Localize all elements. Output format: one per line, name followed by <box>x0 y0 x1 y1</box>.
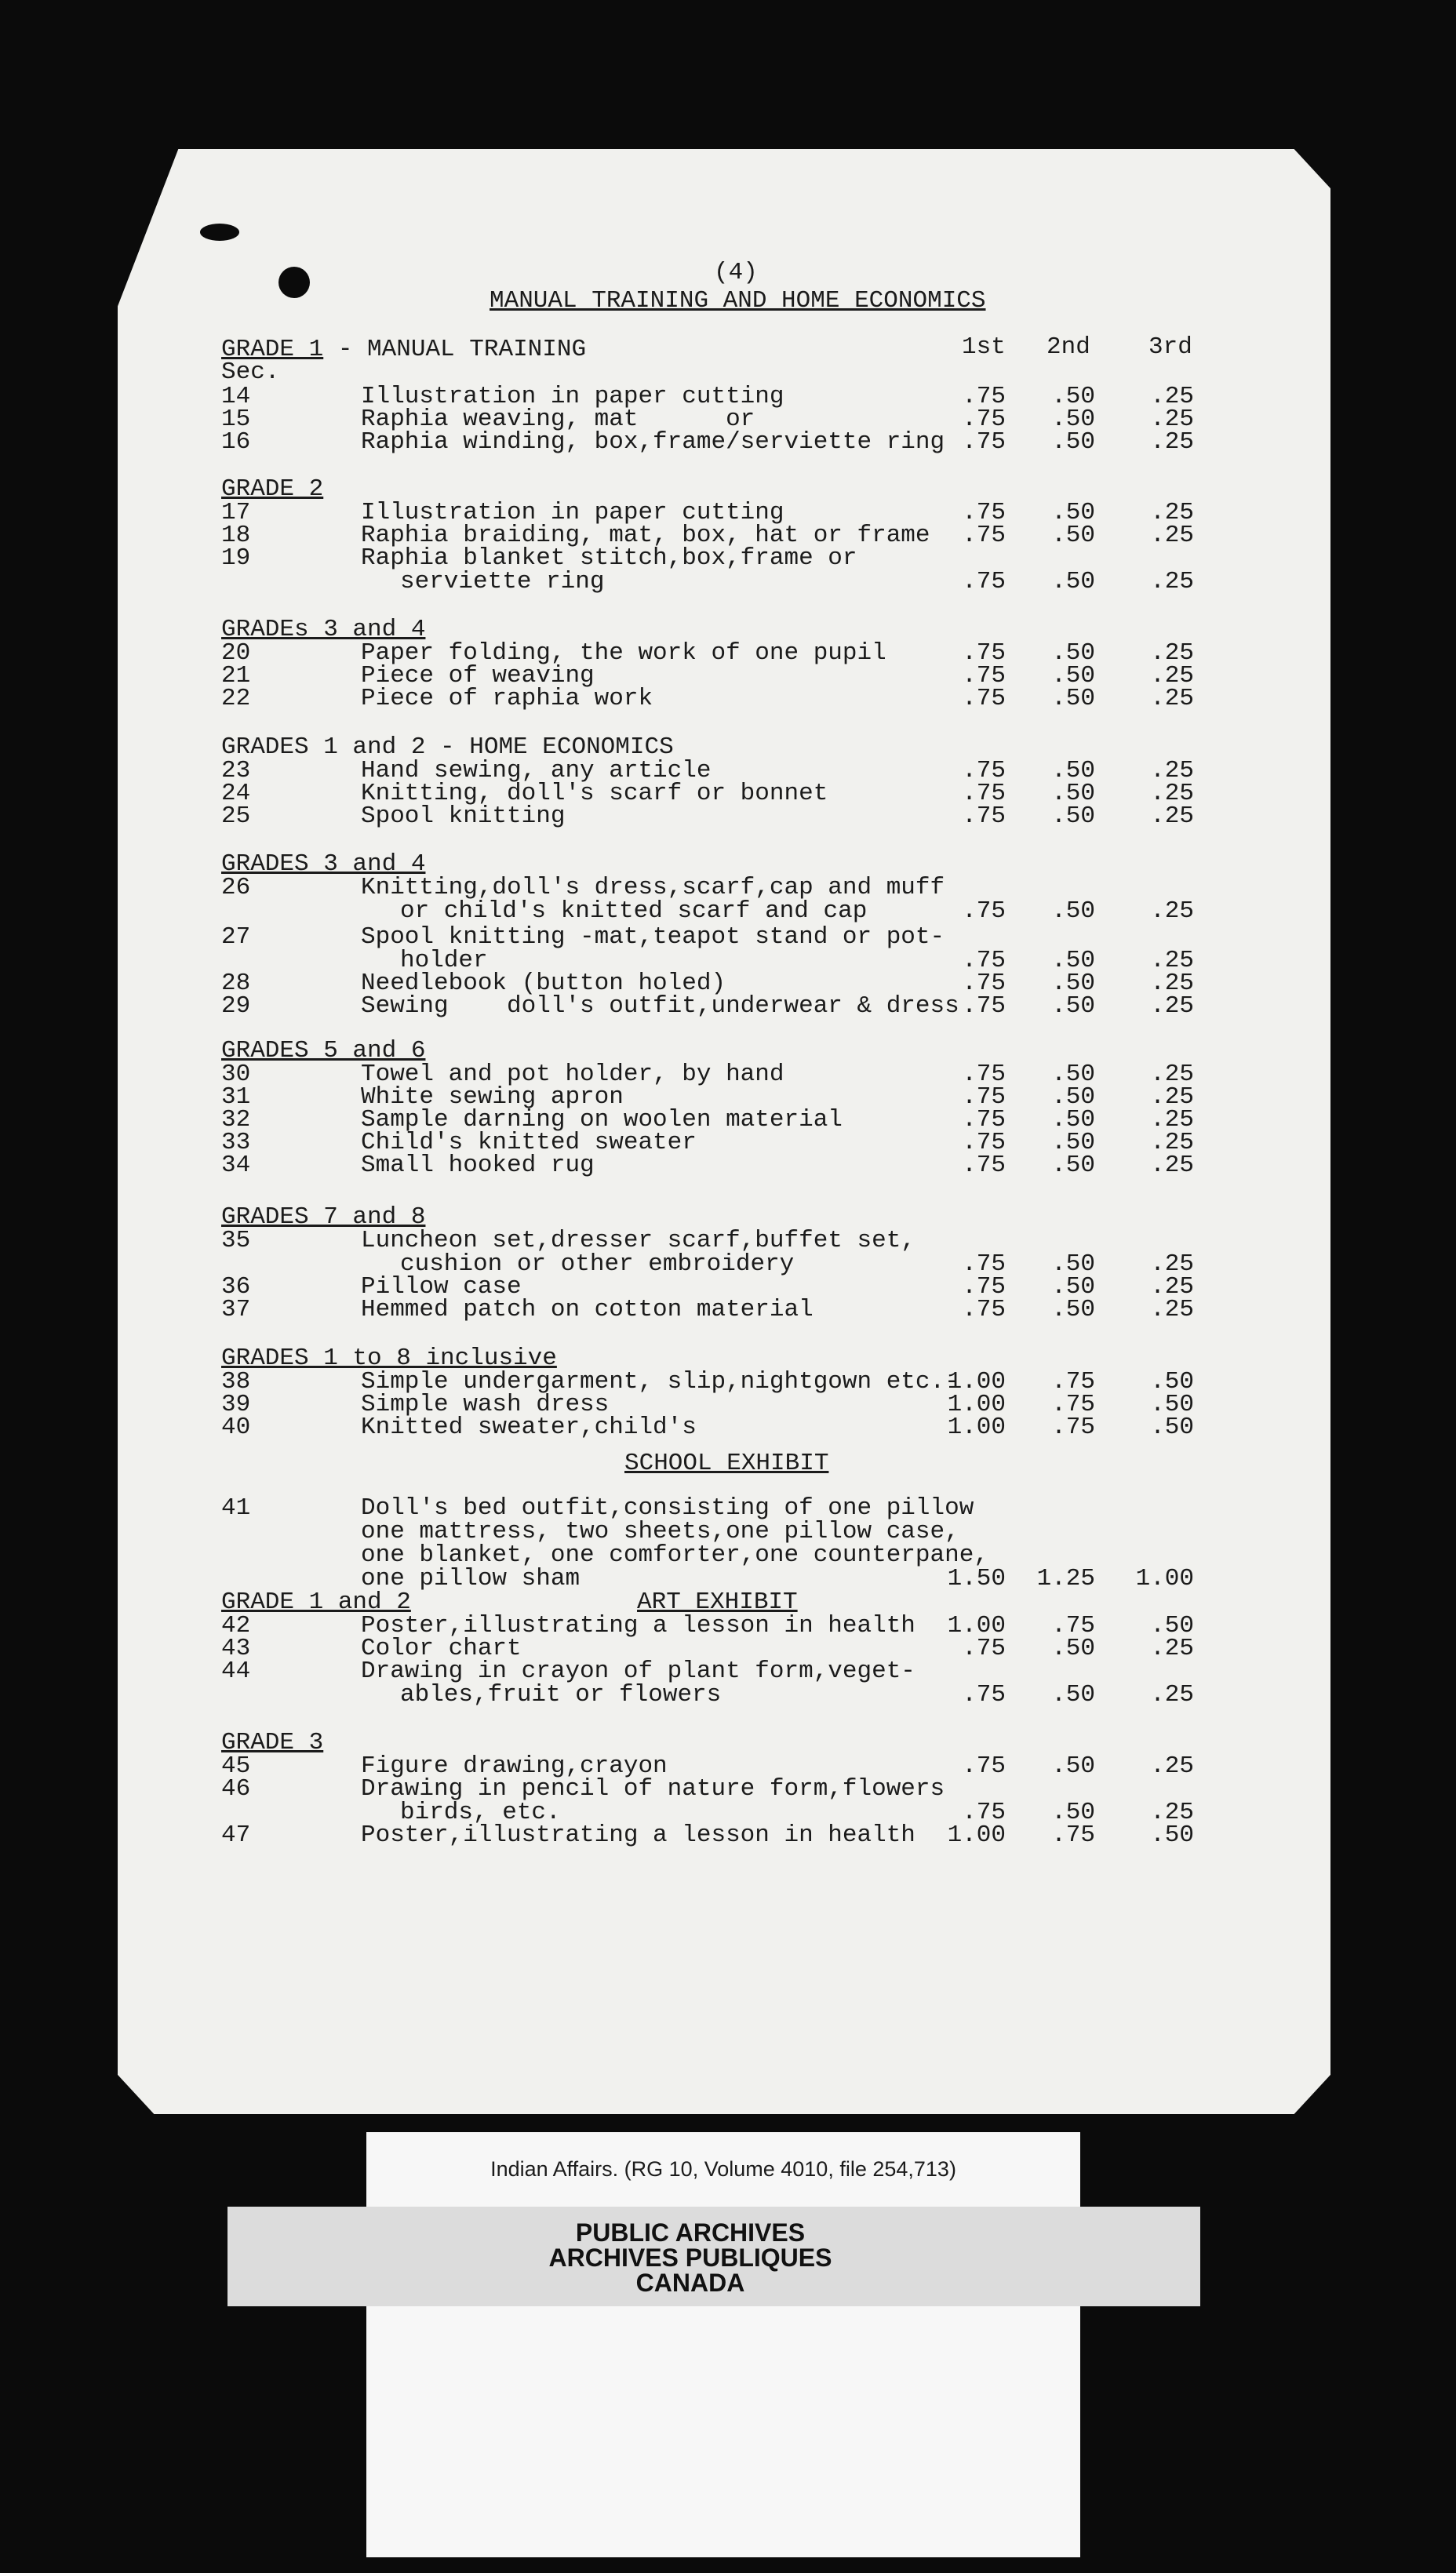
prize-2nd: .75 <box>1051 1612 1095 1640</box>
item-sec-number: 29 <box>221 992 251 1020</box>
prize-2nd: .50 <box>1051 802 1095 830</box>
prize-3rd: .25 <box>1150 1752 1194 1780</box>
item-description: White sewing apron <box>361 1083 624 1111</box>
item-sec-number: 20 <box>221 639 251 667</box>
item-description-cont: or child's knitted scarf and cap <box>400 897 868 925</box>
prize-3rd: .50 <box>1150 1414 1194 1441</box>
prize-2nd: .50 <box>1051 428 1095 456</box>
item-description: Doll's bed outfit,consisting of one pillow <box>361 1494 974 1522</box>
prize-1st: .75 <box>962 780 1006 807</box>
item-sec-number: 47 <box>221 1821 251 1849</box>
section-heading: GRADE 3 <box>221 1729 324 1756</box>
section-heading: GRADE 1 and 2 <box>221 1589 411 1616</box>
item-description: Knitting,doll's dress,scarf,cap and muff <box>361 874 945 901</box>
prize-1st: .75 <box>962 522 1006 549</box>
prize-1st: .75 <box>962 1129 1006 1156</box>
prize-1st: .75 <box>962 757 1006 784</box>
item-sec-number: 18 <box>221 522 251 549</box>
column-header-3rd: 3rd <box>1148 333 1192 361</box>
punch-hole <box>278 267 310 298</box>
item-description: Towel and pot holder, by hand <box>361 1061 784 1088</box>
grade1-subtitle: - MANUAL TRAINING <box>323 336 587 363</box>
item-sec-number: 36 <box>221 1273 251 1301</box>
item-description-cont: ables,fruit or flowers <box>400 1681 722 1709</box>
item-description: Simple wash dress <box>361 1391 610 1418</box>
prize-1st: .75 <box>962 947 1006 974</box>
prize-2nd: .50 <box>1051 1250 1095 1278</box>
prize-1st: 1.00 <box>947 1612 1006 1640</box>
prize-1st: .75 <box>962 639 1006 667</box>
prize-3rd: .25 <box>1150 499 1194 526</box>
item-sec-number: 40 <box>221 1414 251 1441</box>
item-description: Poster,illustrating a lesson in health <box>361 1612 915 1640</box>
prize-2nd: .50 <box>1051 1152 1095 1179</box>
prize-3rd: .50 <box>1150 1821 1194 1849</box>
prize-1st: .75 <box>962 1061 1006 1088</box>
column-header-1st: 1st <box>962 333 1006 361</box>
prize-2nd: .50 <box>1051 522 1095 549</box>
prize-3rd: .25 <box>1150 1799 1194 1826</box>
item-sec-number: 46 <box>221 1775 251 1803</box>
prize-1st: .75 <box>962 406 1006 433</box>
prize-2nd: .50 <box>1051 897 1095 925</box>
stamp-line: ARCHIVES PUBLIQUES <box>548 2244 832 2272</box>
prize-3rd: .25 <box>1150 1681 1194 1709</box>
prize-3rd: .25 <box>1150 970 1194 997</box>
section-heading: GRADEs 3 and 4 <box>221 616 426 643</box>
prize-1st: .75 <box>962 897 1006 925</box>
prize-1st: .75 <box>962 568 1006 595</box>
item-description: Hand sewing, any article <box>361 757 712 784</box>
prize-1st: .75 <box>962 428 1006 456</box>
item-sec-number: 45 <box>221 1752 251 1780</box>
prize-3rd: .25 <box>1150 406 1194 433</box>
prize-3rd: .25 <box>1150 1083 1194 1111</box>
item-description: Simple undergarment, slip,nightgown etc.- <box>361 1368 959 1396</box>
prize-1st: 1.00 <box>947 1821 1006 1849</box>
prize-2nd: .50 <box>1051 685 1095 712</box>
item-sec-number: 31 <box>221 1083 251 1111</box>
prize-2nd: .50 <box>1051 568 1095 595</box>
item-description: Spool knitting -mat,teapot stand or pot- <box>361 923 945 951</box>
item-sec-number: 30 <box>221 1061 251 1088</box>
item-description: Raphia winding, box,frame/serviette ring <box>361 428 945 456</box>
item-description-cont: holder <box>400 947 488 974</box>
item-description: Raphia weaving, mat or <box>361 406 755 433</box>
prize-3rd: .25 <box>1150 780 1194 807</box>
prize-3rd: .25 <box>1150 1061 1194 1088</box>
item-description: Needlebook (button holed) <box>361 970 726 997</box>
prize-2nd: 1.25 <box>1036 1565 1095 1592</box>
prize-2nd: .75 <box>1051 1414 1095 1441</box>
prize-2nd: .50 <box>1051 1296 1095 1323</box>
prize-3rd: .25 <box>1150 802 1194 830</box>
item-description-cont: cushion or other embroidery <box>400 1250 795 1278</box>
item-description: Luncheon set,dresser scarf,buffet set, <box>361 1227 915 1254</box>
page-number: (4) <box>714 259 758 286</box>
prize-2nd: .50 <box>1051 383 1095 410</box>
item-sec-number: 42 <box>221 1612 251 1640</box>
prize-2nd: .50 <box>1051 1083 1095 1111</box>
prize-3rd: .50 <box>1150 1612 1194 1640</box>
prize-1st: .75 <box>962 1152 1006 1179</box>
section-heading: GRADES 3 and 4 <box>221 850 426 878</box>
prize-1st: .75 <box>962 1799 1006 1826</box>
item-sec-number: 19 <box>221 544 251 572</box>
prize-2nd: .50 <box>1051 757 1095 784</box>
prize-3rd: .50 <box>1150 1368 1194 1396</box>
item-sec-number: 33 <box>221 1129 251 1156</box>
prize-2nd: .50 <box>1051 1106 1095 1134</box>
item-description: Illustration in paper cutting <box>361 383 784 410</box>
section-heading: GRADES 1 to 8 inclusive <box>221 1345 557 1372</box>
prize-2nd: .50 <box>1051 1061 1095 1088</box>
item-description-cont: one pillow sham <box>361 1565 581 1592</box>
item-sec-number: 22 <box>221 685 251 712</box>
item-sec-number: 28 <box>221 970 251 997</box>
item-sec-number: 41 <box>221 1494 251 1522</box>
prize-3rd: .25 <box>1150 1152 1194 1179</box>
prize-1st: .75 <box>962 1635 1006 1662</box>
prize-3rd: 1.00 <box>1135 1565 1194 1592</box>
item-sec-number: 15 <box>221 406 251 433</box>
item-description: Spool knitting <box>361 802 566 830</box>
column-header-2nd: 2nd <box>1046 333 1090 361</box>
prize-1st: .75 <box>962 499 1006 526</box>
prize-1st: .75 <box>962 992 1006 1020</box>
prize-1st: .75 <box>962 802 1006 830</box>
prize-3rd: .25 <box>1150 428 1194 456</box>
item-sec-number: 14 <box>221 383 251 410</box>
item-sec-number: 44 <box>221 1658 251 1685</box>
prize-2nd: .75 <box>1051 1821 1095 1849</box>
prize-3rd: .25 <box>1150 1106 1194 1134</box>
prize-3rd: .25 <box>1150 662 1194 690</box>
item-description: Pillow case <box>361 1273 522 1301</box>
label-card <box>366 2306 1080 2557</box>
item-sec-number: 43 <box>221 1635 251 1662</box>
item-sec-number: 21 <box>221 662 251 690</box>
item-sec-number: 24 <box>221 780 251 807</box>
prize-3rd: .25 <box>1150 685 1194 712</box>
archive-label: Indian Affairs. (RG 10, Volume 4010, file 254,713) <box>366 2132 1080 2207</box>
section-heading: ART EXHIBIT <box>637 1589 798 1616</box>
prize-2nd: .50 <box>1051 1681 1095 1709</box>
prize-2nd: .50 <box>1051 499 1095 526</box>
prize-2nd: .50 <box>1051 992 1095 1020</box>
prize-2nd: .50 <box>1051 780 1095 807</box>
prize-3rd: .25 <box>1150 897 1194 925</box>
section-heading: SCHOOL EXHIBIT <box>624 1450 829 1477</box>
item-description: Piece of raphia work <box>361 685 653 712</box>
item-description: Color chart <box>361 1635 522 1662</box>
prize-2nd: .50 <box>1051 1273 1095 1301</box>
item-description: Illustration in paper cutting <box>361 499 784 526</box>
item-sec-number: 23 <box>221 757 251 784</box>
prize-2nd: .50 <box>1051 1799 1095 1826</box>
item-sec-number: 26 <box>221 874 251 901</box>
item-description: Raphia braiding, mat, box, hat or frame <box>361 522 930 549</box>
prize-1st: .75 <box>962 970 1006 997</box>
prize-1st: 1.00 <box>947 1368 1006 1396</box>
page-title: MANUAL TRAINING AND HOME ECONOMICS <box>490 287 986 315</box>
prize-1st: .75 <box>962 1752 1006 1780</box>
prize-1st: .75 <box>962 662 1006 690</box>
item-sec-number: 38 <box>221 1368 251 1396</box>
prize-2nd: .50 <box>1051 1752 1095 1780</box>
section-heading: GRADE 2 <box>221 475 324 503</box>
prize-3rd: .25 <box>1150 1635 1194 1662</box>
prize-2nd: .50 <box>1051 639 1095 667</box>
item-description: Sample darning on woolen material <box>361 1106 843 1134</box>
item-description: Child's knitted sweater <box>361 1129 697 1156</box>
prize-1st: 1.50 <box>947 1565 1006 1592</box>
prize-3rd: .25 <box>1150 1296 1194 1323</box>
prize-1st: 1.00 <box>947 1391 1006 1418</box>
prize-2nd: .75 <box>1051 1368 1095 1396</box>
item-sec-number: 16 <box>221 428 251 456</box>
punch-hole <box>200 224 239 241</box>
item-description: Drawing in pencil of nature form,flowers <box>361 1775 945 1803</box>
prize-2nd: .75 <box>1051 1391 1095 1418</box>
item-sec-number: 17 <box>221 499 251 526</box>
prize-3rd: .25 <box>1150 1250 1194 1278</box>
section-heading: GRADES 1 and 2 - HOME ECONOMICS <box>221 733 674 761</box>
item-description: Hemmed patch on cotton material <box>361 1296 814 1323</box>
item-sec-number: 34 <box>221 1152 251 1179</box>
section-heading: GRADES 7 and 8 <box>221 1203 426 1231</box>
prize-2nd: .50 <box>1051 947 1095 974</box>
item-sec-number: 39 <box>221 1391 251 1418</box>
item-description: Drawing in crayon of plant form,veget- <box>361 1658 915 1685</box>
item-description-cont: one blanket, one comforter,one counterpane, <box>361 1541 988 1569</box>
item-description: Knitting, doll's scarf or bonnet <box>361 780 828 807</box>
archives-stamp <box>439 2220 941 2295</box>
item-description: Poster,illustrating a lesson in health <box>361 1821 915 1849</box>
prize-2nd: .50 <box>1051 970 1095 997</box>
grade1-heading: GRADE 1 <box>221 336 324 363</box>
item-sec-number: 27 <box>221 923 251 951</box>
stamp-line: CANADA <box>635 2269 745 2297</box>
prize-3rd: .25 <box>1150 639 1194 667</box>
prize-3rd: .25 <box>1150 1129 1194 1156</box>
prize-1st: .75 <box>962 1273 1006 1301</box>
item-sec-number: 37 <box>221 1296 251 1323</box>
prize-3rd: .25 <box>1150 947 1194 974</box>
prize-1st: .75 <box>962 1083 1006 1111</box>
stamp-line: PUBLIC ARCHIVES <box>575 2218 806 2247</box>
item-sec-number: 25 <box>221 802 251 830</box>
prize-3rd: .25 <box>1150 1273 1194 1301</box>
prize-3rd: .25 <box>1150 522 1194 549</box>
item-description: Paper folding, the work of one pupil <box>361 639 886 667</box>
item-description: Raphia blanket stitch,box,frame or <box>361 544 857 572</box>
prize-2nd: .50 <box>1051 1635 1095 1662</box>
sec-label: Sec. <box>221 358 280 386</box>
item-sec-number: 32 <box>221 1106 251 1134</box>
item-description-cont: birds, etc. <box>400 1799 561 1826</box>
prize-2nd: .50 <box>1051 406 1095 433</box>
item-description: Piece of weaving <box>361 662 595 690</box>
prize-1st: .75 <box>962 1250 1006 1278</box>
prize-3rd: .25 <box>1150 992 1194 1020</box>
item-description: Knitted sweater,child's <box>361 1414 697 1441</box>
prize-3rd: .25 <box>1150 383 1194 410</box>
prize-3rd: .25 <box>1150 568 1194 595</box>
item-description-cont: one mattress, two sheets,one pillow case, <box>361 1518 959 1545</box>
prize-2nd: .50 <box>1051 1129 1095 1156</box>
prize-1st: .75 <box>962 1106 1006 1134</box>
item-description-cont: serviette ring <box>400 568 605 595</box>
prize-2nd: .50 <box>1051 662 1095 690</box>
prize-3rd: .25 <box>1150 757 1194 784</box>
item-description: Figure drawing,crayon <box>361 1752 668 1780</box>
prize-3rd: .50 <box>1150 1391 1194 1418</box>
item-description: Sewing doll's outfit,underwear & dress <box>361 992 959 1020</box>
prize-1st: 1.00 <box>947 1414 1006 1441</box>
prize-1st: .75 <box>962 383 1006 410</box>
item-description: Small hooked rug <box>361 1152 595 1179</box>
prize-1st: .75 <box>962 1681 1006 1709</box>
item-sec-number: 35 <box>221 1227 251 1254</box>
section-heading: GRADES 5 and 6 <box>221 1037 426 1065</box>
prize-1st: .75 <box>962 1296 1006 1323</box>
prize-1st: .75 <box>962 685 1006 712</box>
